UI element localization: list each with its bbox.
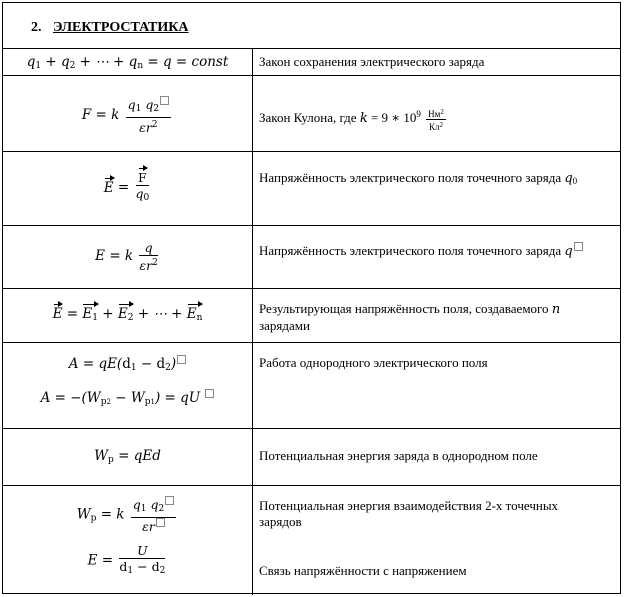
description-text: Потенциальная энергия взаимодействия 2-х точечных зарядов xyxy=(259,498,559,529)
description-text: Закон сохранения электрического заряда xyxy=(259,54,485,69)
formula-potential-energy-uniform: Wp = qEd xyxy=(94,448,161,465)
description-cell xyxy=(253,226,620,288)
description-text: Потенциальная энергия заряда в однородном поле xyxy=(259,448,538,463)
formula-superposition: E = E1 + E2 + ⋯ + En xyxy=(52,306,203,323)
electrostatics-table xyxy=(2,2,621,594)
table-row xyxy=(3,76,620,152)
section-title-text: ЭЛЕКТРОСТАТИКА xyxy=(53,20,189,35)
formula-work-field: A = qE(d1 − d2) xyxy=(3,355,252,373)
table-row xyxy=(3,49,620,76)
formula-cell xyxy=(3,289,253,342)
formula-cell xyxy=(3,429,253,485)
description-text-2: Связь напряжённости с напряжением xyxy=(259,563,467,578)
table-row xyxy=(3,429,620,486)
table-row xyxy=(3,226,620,289)
formula-work-potential: A = −(Wp2 − Wp1) = qU xyxy=(3,389,252,407)
description-cell xyxy=(253,429,620,485)
table-row xyxy=(3,343,620,429)
description-cell xyxy=(253,289,620,342)
formula-cell xyxy=(3,226,253,288)
description-cell xyxy=(253,343,620,428)
description-text: Результирующая напряжённость поля, создаваемого n зарядами xyxy=(259,301,561,333)
description-text: Напряжённость электрического поля точечного заряда q0 xyxy=(259,170,578,186)
formula-cell xyxy=(3,343,253,428)
formula-potential-energy-point-charges: Wp = k $\frac{q1 q2}{\varepsilon r}$ xyxy=(3,496,252,534)
description-text: Работа однородного электрического поля xyxy=(259,355,488,370)
description-cell xyxy=(253,486,620,595)
table-row xyxy=(3,486,620,595)
formula-cell xyxy=(3,76,253,151)
formula-cell xyxy=(3,152,253,225)
description-cell xyxy=(253,152,620,225)
formula-cell xyxy=(3,49,253,75)
formula-field-voltage: E = $\frac{U}{d1 - d2}$ xyxy=(87,543,166,576)
section-title xyxy=(31,20,189,36)
formula-cell xyxy=(3,486,253,595)
table-row xyxy=(3,289,620,343)
description-text: Закон Кулона, где k = 9 ∗ $10^9$ $\frac{Нм^2}{Кл^2}$ xyxy=(259,107,444,132)
section-number: 2. xyxy=(31,20,42,35)
formula-field-strength-scalar: E = k $\frac{q}{\varepsilon r^2}$ xyxy=(95,240,158,273)
formula-coulomb: F = k $\frac{q1 q2}{\varepsilon r^2}$ xyxy=(3,96,252,135)
description-text: Напряжённость электрического поля точечного заряда q xyxy=(259,242,583,260)
description-cell xyxy=(253,49,620,75)
section-header xyxy=(3,3,620,49)
description-cell xyxy=(253,76,620,151)
formula-charge-conservation: q1 + q2 + ⋯ + qn = q = const xyxy=(26,54,229,71)
table-row xyxy=(3,152,620,226)
formula-field-strength-vector: E = $\frac{F}{q0}$ xyxy=(103,170,150,203)
